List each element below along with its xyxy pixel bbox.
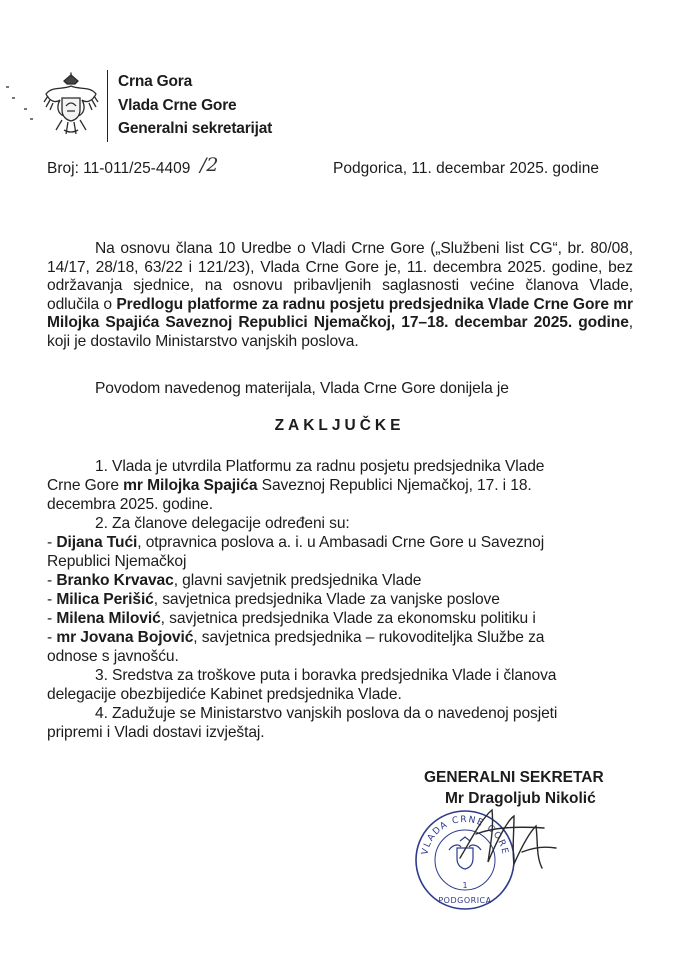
delegation-member: - Branko Krvavac, glavni savjetnik predsjednika Vlade <box>47 572 422 589</box>
intro-paragraph <box>47 240 633 352</box>
intro-bold-subject: Predlogu platforme za radnu posjetu predsjednika Vlade Crne Gore mr Milojka Spajića Saveznoj Republici Njemačkoj, 17–18. decembar 2025. godine <box>47 295 633 332</box>
stamp-city: PODGORICA <box>438 896 492 905</box>
conclusion-4-line-b: pripremi i Vladi dostavi izvještaj. <box>47 724 265 741</box>
document-number: Broj: 11-011/25-4409 <box>47 160 191 177</box>
delegation-member-continued: Republici Njemačkoj <box>47 553 187 570</box>
conclusion-1-line-c: decembra 2025. godine. <box>47 496 213 513</box>
conclusion-1-line-b: Crne Gore mr Milojka Spajića Saveznoj Republici Njemačkoj, 17. i 18. <box>47 477 532 494</box>
prime-minister-name: mr Milojka Spajića <box>123 477 258 494</box>
conclusion-4-line-a: 4. Zadužuje se Ministarstvo vanjskih poslova da o navedenoj posjeti <box>95 705 558 722</box>
delegation-member: - Milena Milović, savjetnica predsjednika Vlade za ekonomsku politiku i <box>47 610 536 627</box>
conclusion-2: 2. Za članove delegacije određeni su: <box>95 515 350 532</box>
svg-text:VLADA CRNE GORE: VLADA CRNE GORE <box>420 814 510 857</box>
stamp-number: 1 <box>462 881 468 890</box>
signatory-title: GENERALNI SEKRETAR <box>424 769 604 786</box>
delegation-member: - Dijana Tući, otpravnica poslova a. i. u Ambasadi Crne Gore u Saveznoj <box>47 534 545 551</box>
place-and-date: Podgorica, 11. decembar 2025. godine <box>333 160 599 177</box>
member-name: Milena Milović <box>56 610 161 627</box>
member-name: Dijana Tući <box>56 534 138 551</box>
conclusion-1-line-a: 1. Vlada je utvrdila Platformu za radnu posjetu predsjednika Vlade <box>95 458 545 475</box>
member-name: Milica Perišić <box>56 591 154 608</box>
header-divider <box>107 70 108 142</box>
delegation-member: - Milica Perišić, savjetnica predsjednika Vlade za vanjske poslove <box>47 591 500 608</box>
handwritten-number-suffix: /2 <box>200 154 219 176</box>
member-name: mr Jovana Bojović <box>56 629 194 646</box>
intro-conclusion-line: Povodom navedenog materijala, Vlada Crne Gore donijela je <box>95 380 509 397</box>
conclusion-3-line-b: delegacije obezbijediće Kabinet predsjednika Vlade. <box>47 686 402 703</box>
intro-text-end: , koji je dostavilo Ministarstvo vanjskih poslova. <box>47 314 633 350</box>
header-country: Crna Gora <box>118 73 192 90</box>
delegation-member: - mr Jovana Bojović, savjetnica predsjednika – rukovoditeljka Službe za <box>47 629 545 646</box>
delegation-member-continued: odnose s javnošću. <box>47 648 179 665</box>
coat-of-arms-icon <box>42 72 100 140</box>
signatory-name: Mr Dragoljub Nikolić <box>445 790 596 807</box>
conclusion-3-line-a: 3. Sredstva za troškove puta i boravka predsjednika Vlade i članova <box>95 667 557 684</box>
member-name: Branko Krvavac <box>56 572 174 589</box>
document-title: ZAKLJUČKE <box>274 417 405 434</box>
intro-text: Na osnovu člana 10 Uredbe o Vladi Crne Gore („Službeni list CG“, br. 80/08, 14/17, 28/18, 63/22 i 121/23), Vlada Crne Gore je, 11. decembra 2025. godine, bez održavanja sjednice, na osnovu pribavljenih saglasnosti većine članova Vlade, odlučila o <box>47 240 633 313</box>
header-secretariat: Generalni sekretarijat <box>118 120 273 137</box>
handwritten-signature-icon <box>452 798 562 878</box>
header-government: Vlada Crne Gore <box>118 97 237 114</box>
